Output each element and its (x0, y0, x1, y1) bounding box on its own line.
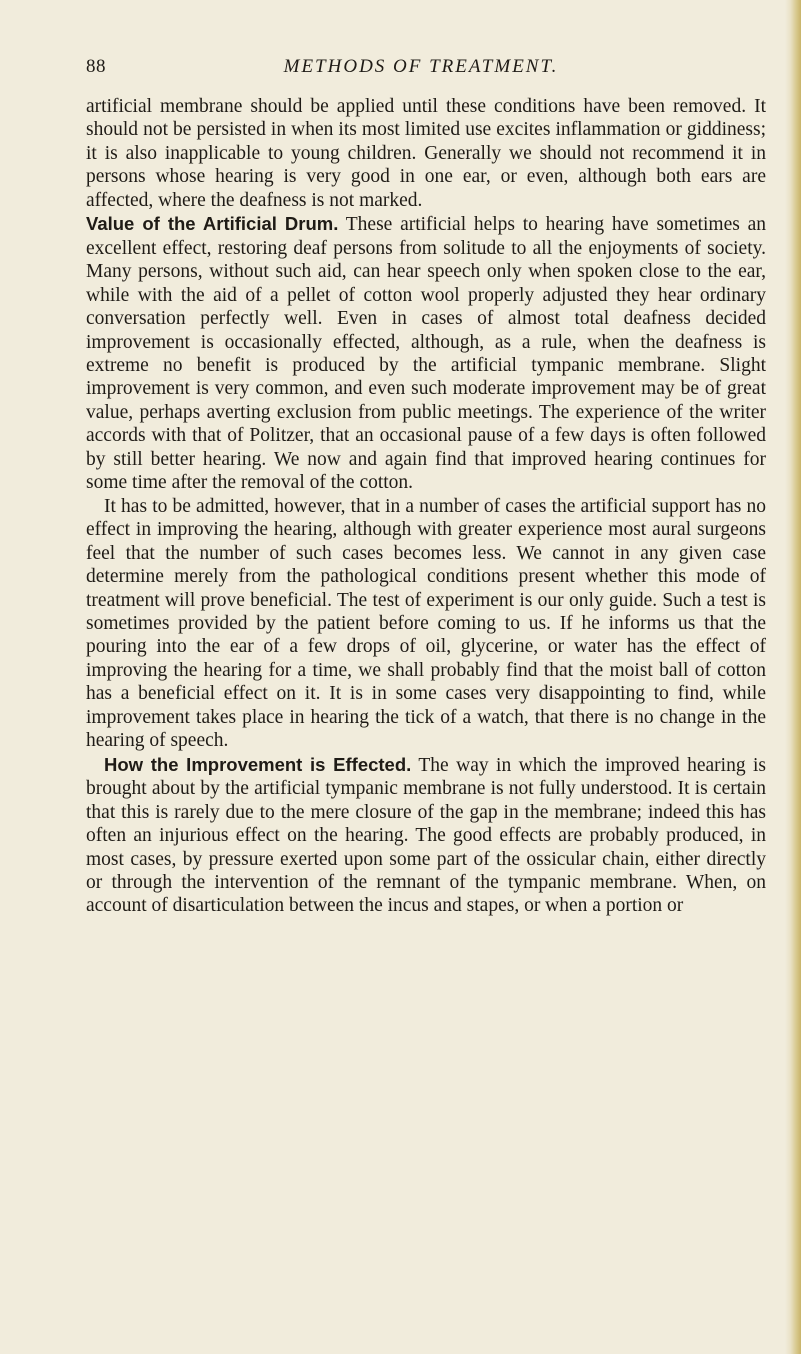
section-heading-value-of-artificial-drum: Value of the Artificial Drum. (86, 213, 339, 235)
paragraph-2 (86, 212, 766, 494)
running-head: METHODS OF TREATMENT. (283, 56, 559, 77)
paragraph-3 (86, 495, 766, 753)
page-header (86, 56, 766, 86)
section-heading-how-improvement-effected: How the Improvement is Effected. (104, 753, 412, 775)
paragraph-text: It has to be admitted, however, that in a number of cases the artificial support has no effect in improving the hearing, although with greater experience most aural surgeons feel that the number of such cases becomes less. We cannot in any given case determine merely from the pathological conditions present whether this mode of treatment will prove beneficial. The test of experiment is our only guide. Such a test is sometimes provided by the patient before coming to us. If he informs us that the pouring into the ear of a few drops of oil, glycerine, or water has the effect of improving the hearing for a time, we shall probably find that the moist ball of cotton has a beneficial effect on it. It is in some cases very disappointing to find, while improvement takes place in hearing the tick of a watch, that there is no change in the hearing of speech. (86, 495, 766, 752)
body-text (86, 95, 766, 918)
paragraph-text: artificial membrane should be applied until these conditions have been removed. It should not be persisted in when its most limited use excites inflammation or giddiness; it is also inapplicable to young children. Generally we should not recommend it in persons whose hearing is very good in one ear, or even, although both ears are affected, where the deafness is not marked. (86, 96, 766, 211)
page-edge (785, 0, 801, 1354)
paragraph-4 (86, 753, 766, 918)
paragraph-text: The way in which the improved hearing is brought about by the artificial tympanic membrane is not fully understood. It is certain that this is rarely due to the mere closure of the gap in the membrane; indeed this has often an injurious effect on the hearing. The good effects are probably produced, in most cases, by pressure exerted upon some part of the ossicular chain, either directly or through the intervention of the remnant of the tympanic membrane. When, on account of disarticulation between the incus and stapes, or when a portion or (86, 754, 767, 917)
page-number: 88 (86, 56, 106, 77)
paragraph-text: These artificial helps to hearing have sometimes an excellent effect, restoring deaf persons from solitude to all the enjoyments of society. Many persons, without such aid, can hear speech only when spoken close to the ear, while with the aid of a pellet of cotton wool properly adjusted they hear ordinary conversation perfectly well. Even in cases of almost total deafness decided improvement is occasionally effected, although, as a rule, when the deafness is extreme no benefit is produced by the artificial tympanic membrane. Slight improvement is very common, and even such moderate improvement may be of great value, perhaps averting exclusion from public meetings. The experience of the writer accords with that of Politzer, that an occasional pause of a few days is often followed by still better hearing. We now and again find that improved hearing continues for some time after the removal of the cotton. (86, 214, 766, 494)
paragraph-1 (86, 95, 766, 212)
